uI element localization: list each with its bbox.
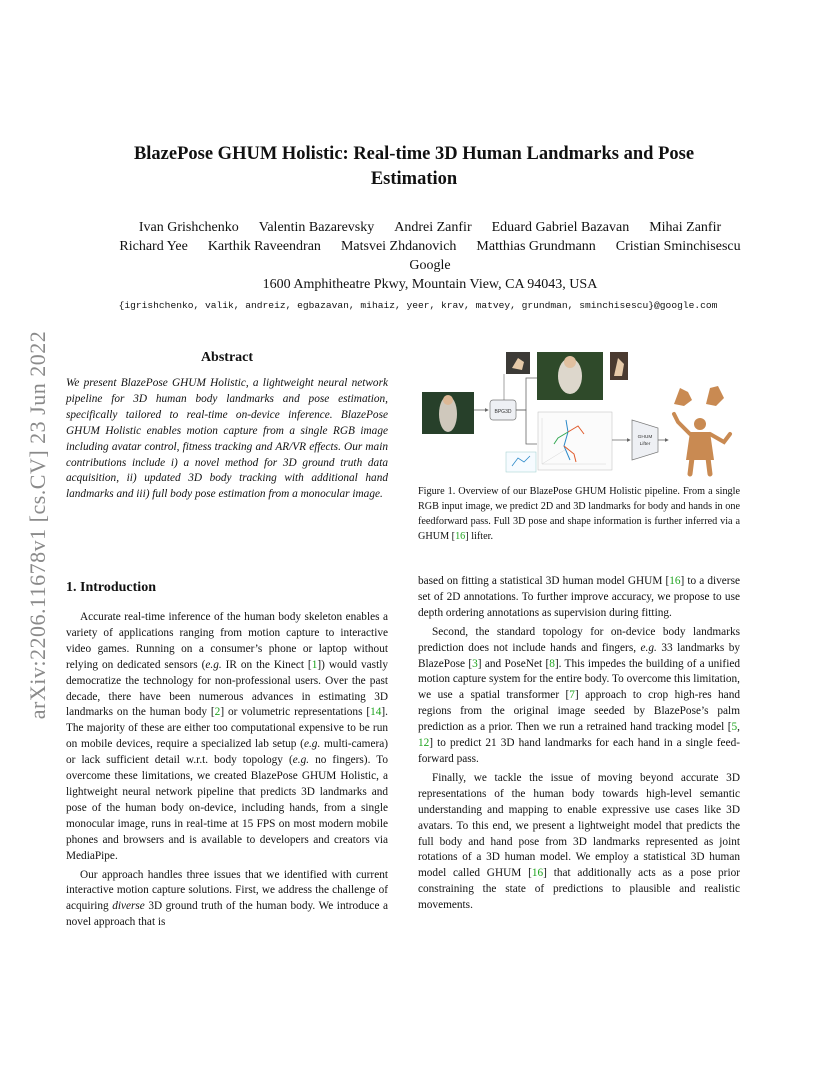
citation-link[interactable]: 14: [370, 706, 382, 719]
ghum-lifter-box: [632, 420, 658, 460]
figure-1-pipeline: [418, 348, 740, 478]
author-block: [60, 218, 800, 294]
author: Matthias Grundmann: [476, 239, 596, 254]
avatar-render: [674, 414, 730, 474]
abstract-heading: Abstract: [200, 350, 254, 365]
citation-link[interactable]: 16: [531, 867, 544, 880]
author: Andrei Zanfir: [394, 220, 472, 235]
author: Ivan Grishchenko: [138, 220, 239, 235]
citation-link[interactable]: 12: [418, 737, 430, 750]
figure-1-caption: Figure 1. Overview of our BlazePose GHUM Holistic pipeline. From a single RGB input image, we predict 2D and 3D landmarks for body and hands in one feedforward pass. Full 3D pose and shape information is further inferred via a GHUM [16] lifter.: [418, 486, 740, 542]
3d-landmarks-plot: [538, 412, 612, 470]
citation-link[interactable]: 1: [311, 658, 318, 671]
author: Matsvei Zhdanovich: [340, 239, 457, 254]
citation-link[interactable]: 8: [549, 657, 555, 670]
paragraph: Our approach handles three issues that we identified with current interactive motion capture solutions. First, we address the challenge of acquiring diverse 3D ground truth of the human body. We introduce a novel approach that is: [66, 868, 388, 929]
author: Karthik Raveendran: [207, 239, 321, 254]
citation-link[interactable]: 16: [669, 575, 681, 587]
arxiv-identifier: arXiv:2206.11678v1 [cs.CV] 23 Jun 2022: [25, 330, 50, 720]
section-heading-introduction: 1. Introduction: [66, 580, 156, 595]
author: Richard Yee: [119, 239, 188, 254]
address: 1600 Amphitheatre Pkwy, Mountain View, CA 94043, USA: [262, 277, 598, 292]
author: Eduard Gabriel Bazavan: [491, 220, 630, 235]
bpg3d-label: BPG3D: [494, 409, 512, 415]
citation-link[interactable]: 16: [455, 531, 466, 542]
author-row-1: [60, 218, 800, 237]
author: Cristian Sminchisescu: [615, 239, 741, 254]
citation-link[interactable]: 7: [569, 689, 575, 702]
author-emails: {igrishchenko, valik, andreiz, egbazavan, mihaiz, yeer, krav, matvey, grundman, sminchisescu}@google.com: [118, 300, 718, 311]
paper-title: BlazePose GHUM Holistic: Real-time 3D Human Landmarks and Pose Estimation: [133, 144, 695, 189]
hand-landmarks-plot: [506, 452, 536, 472]
affiliation: Google: [409, 258, 451, 273]
author: Mihai Zanfir: [649, 220, 722, 235]
citation-link[interactable]: 5: [731, 721, 738, 734]
paragraph: Second, the standard topology for on-device body landmarks prediction does not include hands and fingers, e.g. 33 landmarks by BlazePose [3] and PoseNet [8]. This impedes the building of a unified motion capture system for the entire body. To overcome this limitation, we use a spatial transformer [7] approach to crop high-res hand regions from the original image seeded by BlazePose’s palm prediction as a prior. Then we run a retrained hand tracking model [5, 12] to predict 21 3D hand landmarks for each hand in a single feed-forward pass.: [418, 625, 741, 765]
abstract-text: We present BlazePose GHUM Holistic, a lightweight neural network pipeline for 3D human body landmarks and pose estimation, specifically tailored to real-time on-device inference. BlazePose GHUM Holistic enables motion capture from a single RGB image including avatar control, fitness tracking and AR/VR effects. Our main contributions include i) a novel method for 3D ground truth data acquisition, ii) updated 3D body tracking with additional hand landmarks and iii) full body pose estimation from a monocular image.: [66, 377, 388, 501]
ghum-label: GHUM: [637, 435, 653, 440]
citation-link[interactable]: 2: [214, 706, 221, 719]
lifter-label: Lifter: [639, 442, 651, 447]
left-column-body: [66, 610, 388, 931]
author: Valentin Bazarevsky: [258, 220, 375, 235]
paragraph: based on fitting a statistical 3D human model GHUM [16] to a diverse set of 2D annotations. To further improve accuracy, we propose to use depth ordering annotations as supervision during fitting.: [418, 575, 740, 619]
author-row-2: [60, 237, 800, 256]
paragraph: Finally, we tackle the issue of moving beyond accurate 3D representations of the human body towards high-level semantic understanding and mapping to enable expressive use cases like 3D avatars. To this end, we present a lightweight model that predicts the full body and hand pose from 3D landmarks represented as joint rotations of a 3D human model. We employ a statistical 3D human model called GHUM [16] that additionally acts as a pose prior constraining the state of predictions to plausible and realistic movements.: [418, 771, 740, 912]
paragraph: Accurate real-time inference of the human body skeleton enables a variety of applications ranging from motion capture to interactive video games. Running on a consumer’s phone or laptop without relying on dedicated sensors (e.g. IR on the Kinect [1]) would vastly democratize the technology for non-professional users. Over the past decade, there have been numerous advances in estimating 3D landmarks on the human body [2] or volumetric representations [14]. The majority of these are either too computational expensive to be run on mobile devices, require a specialized lab setup (e.g. multi-camera) or lack sufficient detail w.r.t. body topology (e.g. no fingers). To overcome these limitations, we created BlazePose GHUM Holistic, a lightweight neural network pipeline that predicts 3D landmarks and pose of the human body on-device, including hands, from a single monocular image, runs in real-time at 15 FPS on most modern mobile phones and browsers and is available to developers and creators via MediaPipe.: [66, 611, 389, 862]
right-column-body: [418, 574, 740, 914]
citation-link[interactable]: 3: [472, 657, 478, 670]
